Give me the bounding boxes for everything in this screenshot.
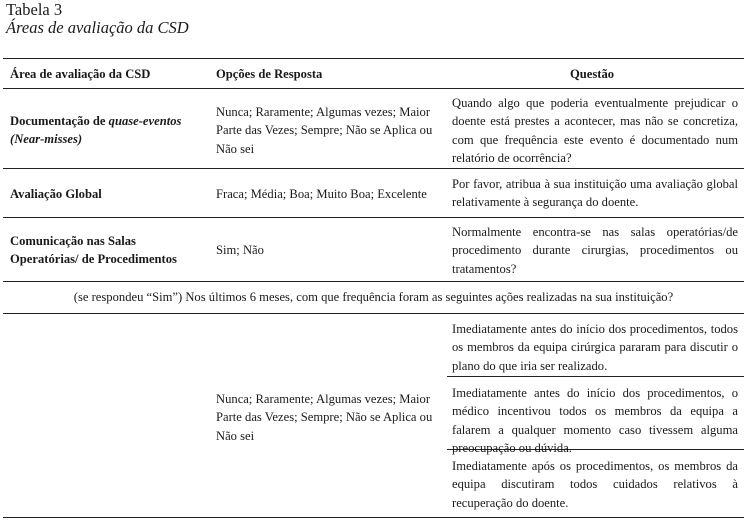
- row-2-options: Fraca; Média; Boa; Muito Boa; Excelente: [216, 187, 427, 201]
- header-bottom-rule: [3, 88, 744, 89]
- followup-question-1: Imediatamente antes do início dos procedimentos, todos os membros da equipa cirúrgica pararam para discutir o plano do que iria ser realizado.: [452, 322, 738, 373]
- header-options: Opções de Resposta: [216, 67, 323, 81]
- row-divider: [3, 313, 744, 314]
- row-1-area-prefix: Documentação de: [10, 114, 109, 128]
- row-3-question: Normalmente encontra-se nas salas operatórias/de procedimento durante cirurgias, procedimentos ou tratamentos?: [452, 225, 738, 276]
- row-1-area-sub: (Near-misses): [10, 132, 83, 147]
- header-question: Questão: [570, 67, 615, 81]
- row-3-options: Sim; Não: [216, 243, 264, 257]
- table-bottom-rule: [3, 517, 744, 518]
- followup-question-2: Imediatamente antes do início dos procedimentos, o médico incentivou todos os membros da equipa a falarem a qualquer momento caso tivessem alguma preocupação ou dúvida.: [452, 386, 738, 455]
- row-divider: [3, 168, 744, 169]
- row-1-area: [10, 112, 210, 149]
- table-title: Áreas de avaliação da CSD: [6, 18, 189, 37]
- row-2-area: Avaliação Global: [10, 187, 102, 201]
- row-2-question: Por favor, atribua à sua instituição uma avaliação global relativamente à segurança do doente.: [452, 177, 738, 210]
- question-divider: [447, 376, 744, 377]
- conditional-note: (se respondeu “Sim”) Nos últimos 6 meses, com que frequência foram as seguintes ações realizadas na sua instituição?: [73, 290, 674, 304]
- table-top-rule: [3, 58, 744, 59]
- row-divider: [3, 217, 744, 218]
- table-label: Tabela 3: [6, 0, 63, 19]
- row-3-area: Comunicação nas Salas Operatórias/ de Procedimentos: [10, 234, 177, 267]
- row-1-question: Quando algo que poderia eventualmente prejudicar o doente está prestes a acontecer, mas não se concretiza, com que frequência este evento é documentado num relatório de ocorrência?: [452, 96, 738, 165]
- table-caption: [6, 1, 189, 37]
- followup-options: Nunca; Raramente; Algumas vezes; Maior Parte das Vezes; Sempre; Não se Aplica ou Não sei: [216, 392, 433, 443]
- followup-question-3: Imediatamente após os procedimentos, os membros da equipa discutiram todos cuidados relativos à recuperação do doente.: [452, 459, 738, 510]
- row-1-options: Nunca; Raramente; Algumas vezes; Maior Parte das Vezes; Sempre; Não se Aplica ou Não sei: [216, 105, 433, 156]
- header-area: Área de avaliação da CSD: [10, 67, 151, 81]
- row-1-area-italic: quase-eventos: [108, 114, 182, 128]
- row-divider: [3, 281, 744, 282]
